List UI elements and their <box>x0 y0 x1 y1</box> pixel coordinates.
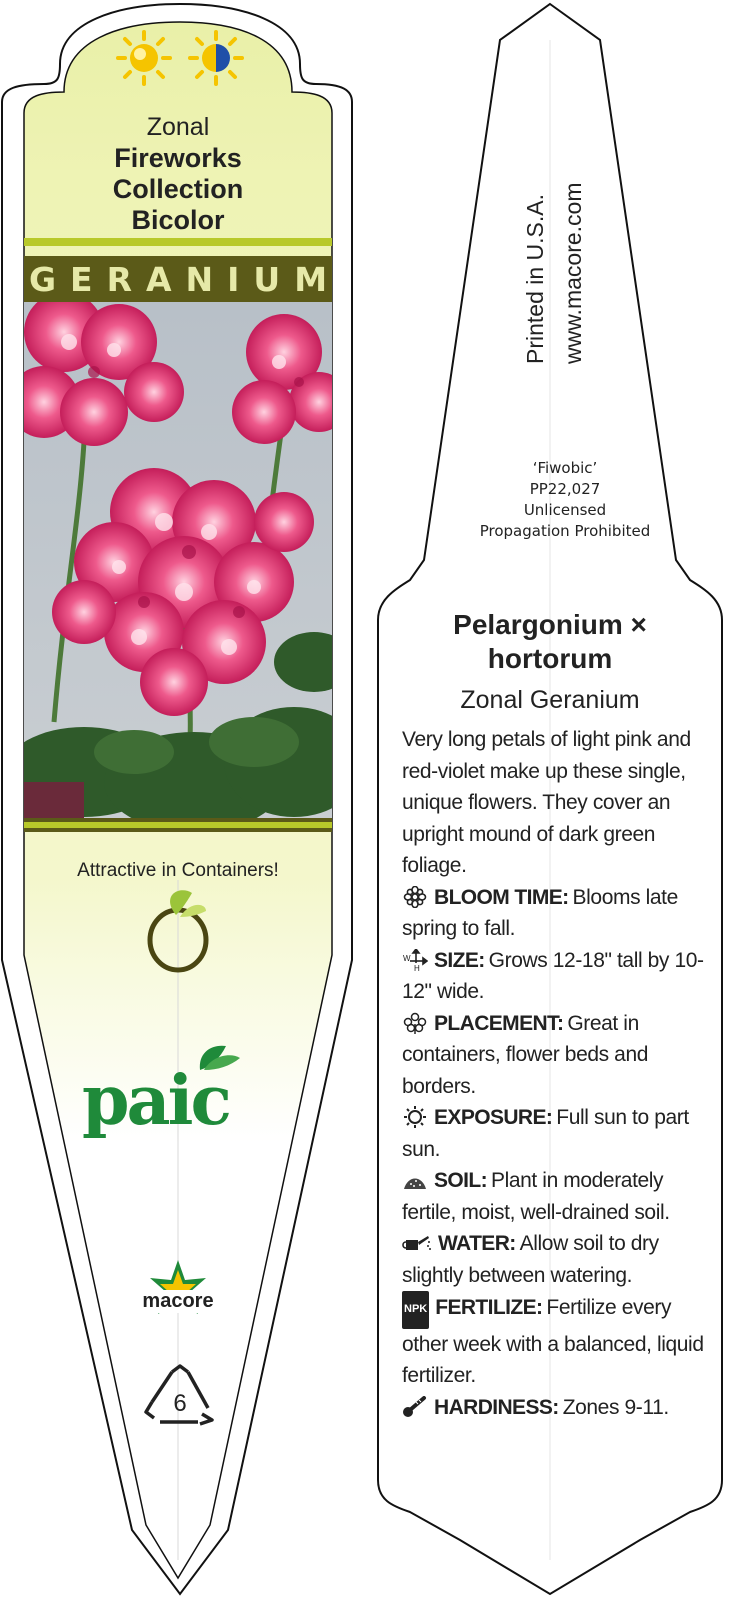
scientific-name-line2: hortorum <box>487 643 613 674</box>
soil-icon <box>402 1169 428 1191</box>
size-text: Grows 12-18" tall by 10-12" wide. <box>402 948 704 1003</box>
size-label: SIZE: <box>434 948 485 972</box>
attr-bloom-time <box>402 882 712 945</box>
placement-icon <box>402 1012 428 1034</box>
recycle-number: 6 <box>173 1390 187 1417</box>
genus-banner <box>24 256 342 302</box>
variety-name <box>24 143 332 236</box>
bloom-time-label: BLOOM TIME: <box>434 885 569 909</box>
plant-description: Very long petals of light pink and red-violet make up these single, unique flowers. They cover an upright mound of dark green foliage. <box>402 728 691 877</box>
flower-icon <box>402 886 428 908</box>
bloom-time-text: Blooms late spring to fall. <box>402 885 678 940</box>
fertilize-label: FERTILIZE: <box>435 1296 543 1319</box>
variety-name-line1: Fireworks <box>114 143 242 173</box>
npk-icon: NPK <box>402 1291 429 1329</box>
soil-label: SOIL: <box>434 1169 487 1192</box>
hardiness-label: HARDINESS: <box>434 1395 559 1419</box>
hardiness-text: Zones 9-11. <box>562 1395 669 1419</box>
placement-text: Great in containers, flower beds and borders. <box>402 1011 649 1098</box>
watering-can-icon <box>402 1232 432 1254</box>
attr-hardiness <box>402 1392 712 1424</box>
attr-size <box>402 945 712 1008</box>
sun-requirement-icons <box>116 30 244 86</box>
attr-fertilize <box>402 1291 712 1392</box>
full-sun-icon <box>116 30 172 86</box>
exposure-text: Full sun to part sun. <box>402 1106 689 1161</box>
cultivar-name: ‘Fiwobic’ <box>532 459 598 477</box>
scientific-name-line1: Pelargonium × <box>453 609 647 640</box>
attr-soil <box>402 1165 712 1228</box>
care-description <box>402 724 712 1423</box>
license-status: Unlicensed <box>523 501 607 519</box>
variety-type: Zonal <box>146 113 210 141</box>
propagation-notice: Propagation Prohibited <box>479 522 651 540</box>
common-name: Zonal Geranium <box>460 686 640 714</box>
size-icon-h: H <box>414 963 420 971</box>
lime-divider-lower <box>24 822 332 828</box>
attr-exposure <box>402 1102 712 1165</box>
attr-placement <box>402 1008 712 1103</box>
placement-label: PLACEMENT: <box>434 1011 564 1035</box>
variety-name-line2: Collection <box>112 174 244 204</box>
thermometer-icon <box>402 1396 428 1418</box>
plant-patent-number: PP22,027 <box>529 480 601 498</box>
fertilize-text: Fertilize every other week with a balanced, liquid fertilizer. <box>402 1296 704 1387</box>
lime-divider <box>24 238 332 246</box>
attr-water <box>402 1228 712 1291</box>
patent-info <box>430 458 700 542</box>
exposure-label: EXPOSURE: <box>434 1106 553 1129</box>
variety-name-line3: Bicolor <box>131 205 225 235</box>
sun-outline-icon <box>402 1106 428 1128</box>
tagline: Attractive in Containers! <box>77 860 279 881</box>
macore-logo: macore <box>130 1290 226 1313</box>
website-url: www.macore.com <box>560 182 586 364</box>
water-label: WATER: <box>438 1232 516 1255</box>
soil-text: Plant in moderately fertile, moist, well-drained soil. <box>402 1169 670 1224</box>
geranium-flower-photo <box>24 302 332 818</box>
sprout-logo-icon <box>140 885 216 975</box>
size-arrows-icon <box>402 949 428 971</box>
scientific-name <box>400 608 700 676</box>
water-text: Allow soil to dry slightly between watering. <box>402 1232 659 1287</box>
genus-label: GERANIUM <box>28 259 342 299</box>
part-sun-icon <box>188 30 244 86</box>
paic-logo: paic <box>82 1061 229 1141</box>
printed-in: Printed in U.S.A. <box>522 193 548 364</box>
size-icon-w: W <box>403 953 411 963</box>
